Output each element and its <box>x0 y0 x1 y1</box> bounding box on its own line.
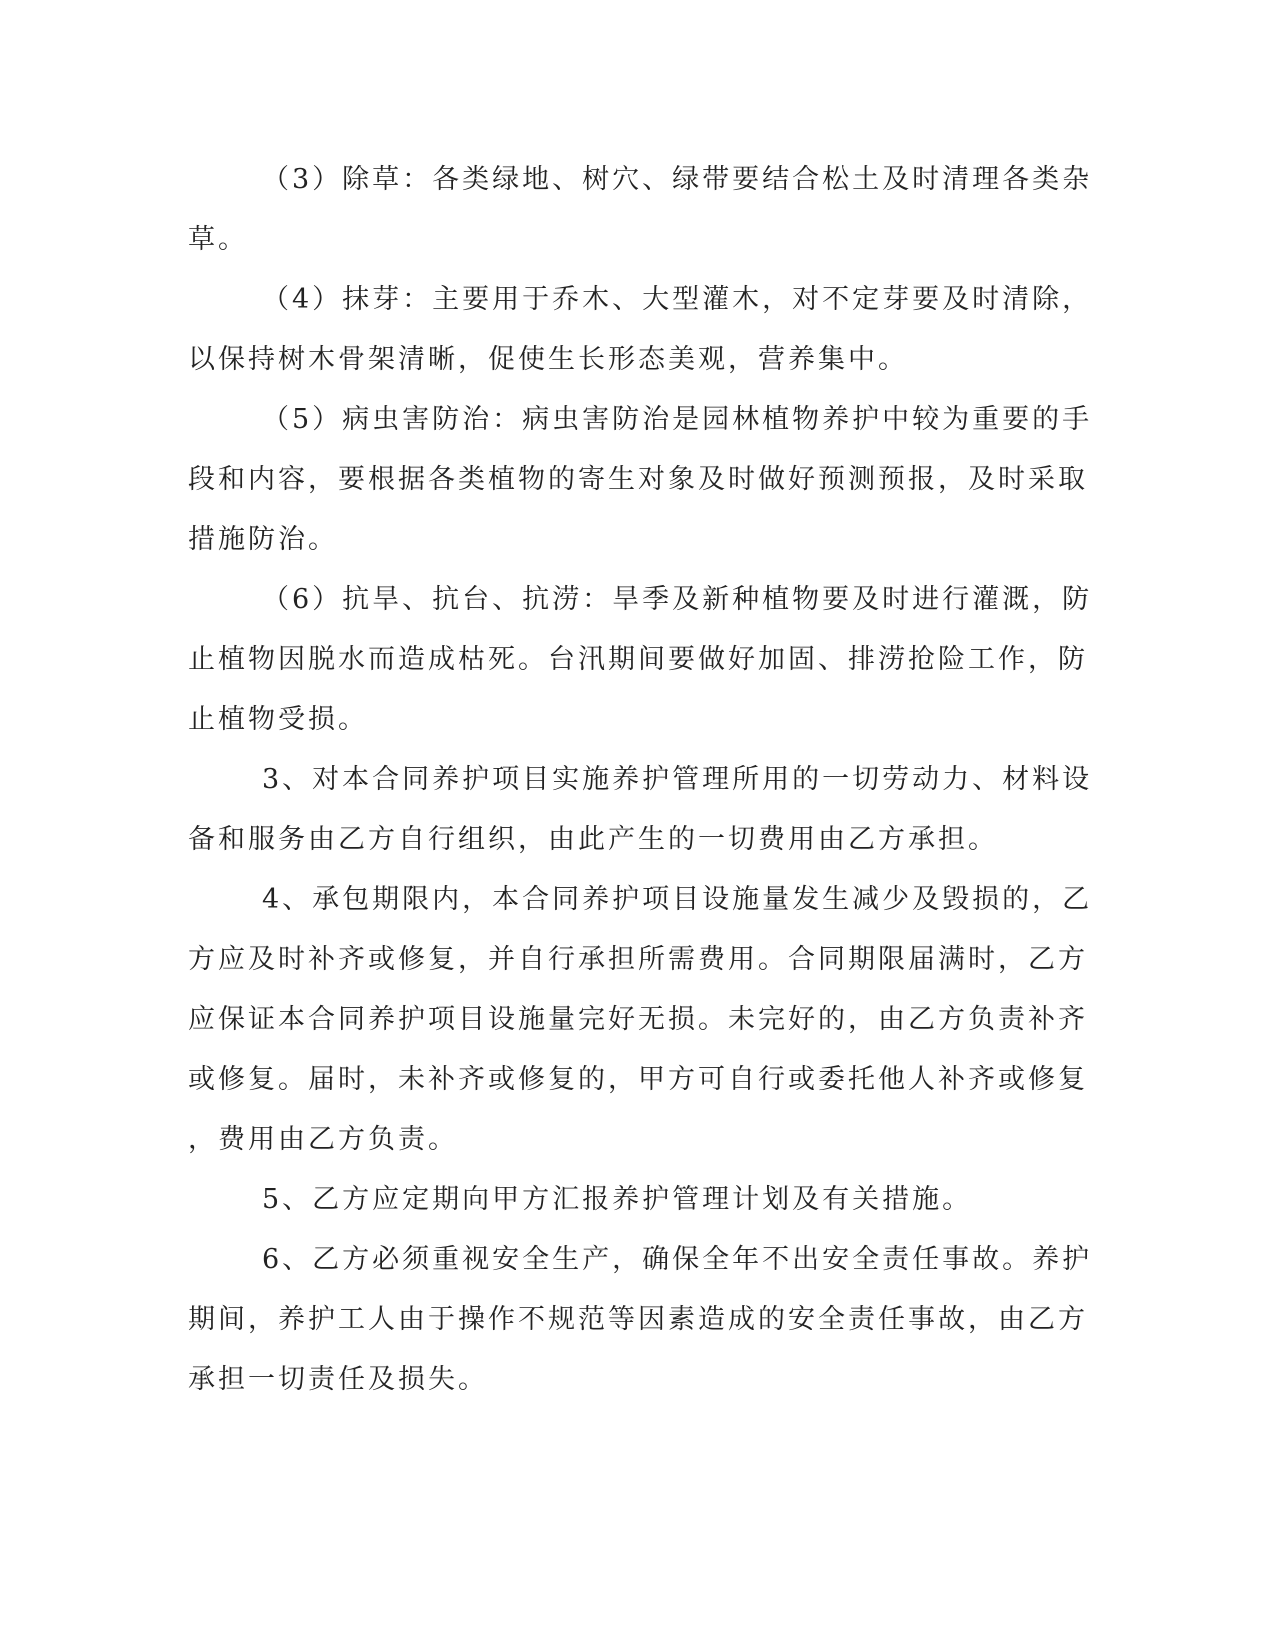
paragraph-line: （3）除草：各类绿地、树穴、绿带要结合松土及时清理各类杂 <box>262 164 1093 195</box>
paragraph-disaster-prevention <box>188 580 1093 760</box>
paragraph-line: 5、乙方应定期向甲方汇报养护管理计划及有关措施。 <box>262 1184 973 1215</box>
paragraph-line: （6）抗旱、抗台、抗涝：旱季及新种植物要及时进行灌溉，防 <box>262 584 1093 615</box>
paragraph-line: 应保证本合同养护项目设施量完好无损。未完好的，由乙方负责补齐 <box>188 1004 1088 1035</box>
paragraph-line: 以保持树木骨架清晰，促使生长形态美观，营养集中。 <box>188 344 908 375</box>
paragraph-line: 3、对本合同养护项目实施养护管理所用的一切劳动力、材料设 <box>262 764 1093 795</box>
paragraph-line: 备和服务由乙方自行组织，由此产生的一切费用由乙方承担。 <box>188 824 998 855</box>
paragraph-line: 期间，养护工人由于操作不规范等因素造成的安全责任事故，由乙方 <box>188 1304 1088 1335</box>
paragraph-line: 段和内容，要根据各类植物的寄生对象及时做好预测预报，及时采取 <box>188 464 1088 495</box>
paragraph-line: 方应及时补齐或修复，并自行承担所需费用。合同期限届满时，乙方 <box>188 944 1088 975</box>
paragraph-weeding <box>188 160 1093 280</box>
document-body <box>188 160 1093 1420</box>
paragraph-line: （5）病虫害防治：病虫害防治是园林植物养护中较为重要的手 <box>262 404 1093 435</box>
paragraph-line: ，费用由乙方负责。 <box>188 1124 458 1155</box>
paragraph-line: 草。 <box>188 224 248 255</box>
paragraph-line: 4、承包期限内，本合同养护项目设施量发生减少及毁损的，乙 <box>262 884 1093 915</box>
paragraph-line: 止植物因脱水而造成枯死。台汛期间要做好加固、排涝抢险工作，防 <box>188 644 1088 675</box>
paragraph-clause-3 <box>188 760 1093 880</box>
paragraph-line: 6、乙方必须重视安全生产，确保全年不出安全责任事故。养护 <box>262 1244 1093 1275</box>
paragraph-clause-4 <box>188 880 1093 1180</box>
paragraph-line: （4）抹芽：主要用于乔木、大型灌木，对不定芽要及时清除， <box>262 284 1093 315</box>
paragraph-clause-5 <box>188 1180 1068 1240</box>
paragraph-bud-removal <box>188 280 1093 400</box>
paragraph-line: 或修复。届时，未补齐或修复的，甲方可自行或委托他人补齐或修复 <box>188 1064 1088 1095</box>
paragraph-line: 止植物受损。 <box>188 704 368 735</box>
paragraph-clause-6 <box>188 1240 1093 1420</box>
paragraph-line: 措施防治。 <box>188 524 338 555</box>
paragraph-line: 承担一切责任及损失。 <box>188 1364 488 1395</box>
paragraph-pest-control <box>188 400 1093 580</box>
